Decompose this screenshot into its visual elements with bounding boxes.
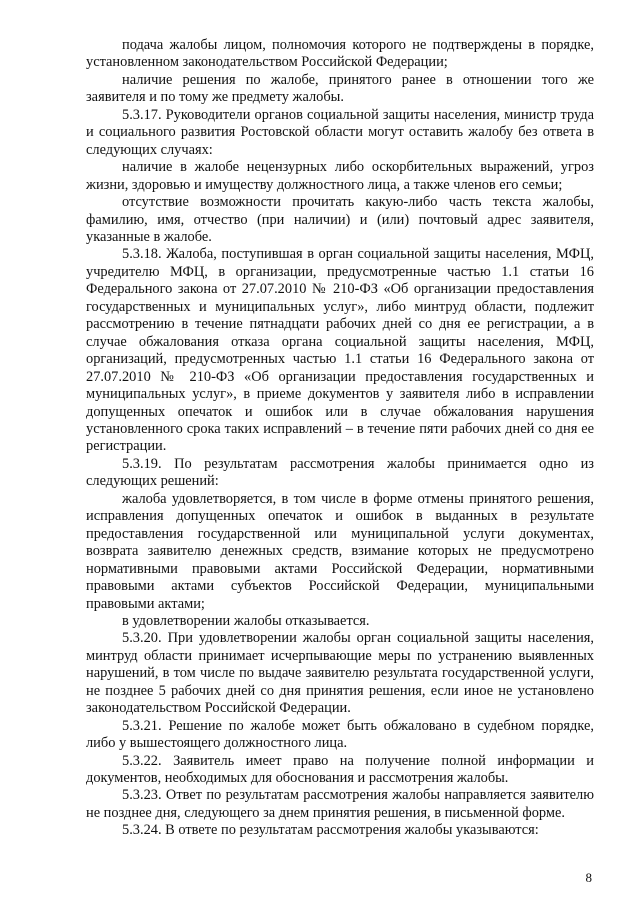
paragraph: 5.3.22. Заявитель имеет право на получение полной информации и документов, необходимых для обоснования и рассмотрения жалобы. bbox=[86, 752, 594, 787]
paragraph: 5.3.23. Ответ по результатам рассмотрения жалобы направляется заявителю не позднее дня, следующего за днем принятия решения, в письменной форме. bbox=[86, 787, 594, 821]
paragraph: 5.3.19. По результатам рассмотрения жалобы принимается одно из следующих решений: bbox=[86, 455, 594, 490]
paragraph: наличие решения по жалобе, принятого ранее в отношении того же заявителя и по тому же предмету жалобы. bbox=[86, 71, 594, 106]
document-body bbox=[86, 37, 594, 840]
paragraph: отсутствие возможности прочитать какую-либо часть текста жалобы, фамилию, имя, отчество (при наличии) и (или) почтовый адрес заявителя, указанные в жалобе. bbox=[86, 194, 594, 245]
paragraph: 5.3.20. При удовлетворении жалобы орган социальной защиты населения, минтруд области принимает исчерпывающие меры по устранению выявленных нарушений, в том числе по выдаче заявителю результата государственной услуги, не позднее 5 рабочих дней со дня принятия решения, если иное не установлено законодательством Российской Федерации. bbox=[86, 630, 594, 717]
paragraph: подача жалобы лицом, полномочия которого не подтверждены в порядке, установленном законодательством Российской Федерации; bbox=[86, 37, 594, 71]
paragraph: жалоба удовлетворяется, в том числе в форме отмены принятого решения, исправления допущенных опечаток и ошибок в выданных в результате предоставления государственной или муниципальной услуги документах, возврата заявителю денежных средств, взимание которых не предусмотрено нормативными правовыми актами Российской Федерации, нормативными правовыми актами субъектов Российской Федерации, муниципальными правовыми актами; bbox=[86, 490, 594, 612]
paragraph: в удовлетворении жалобы отказывается. bbox=[122, 612, 370, 629]
paragraph: наличие в жалобе нецензурных либо оскорбительных выражений, угроз жизни, здоровью и имуществу должностного лица, а также членов его семьи; bbox=[86, 159, 594, 193]
paragraph: 5.3.24. В ответе по результатам рассмотрения жалобы указываются: bbox=[122, 822, 539, 839]
page-number: 8 bbox=[585, 870, 592, 885]
paragraph: 5.3.18. Жалоба, поступившая в орган социальной защиты населения, МФЦ, учредителю МФЦ, в организации, предусмотренные частью 1.1 статьи 16 Федерального закона от 27.07.2010 № 210-ФЗ «Об организации предоставления государственных и муниципальных услуг», либо минтруд области, подлежит рассмотрению в течение пятнадцати рабочих дней со дня ее регистрации, а в случае обжалования отказа органа социальной защиты населения, МФЦ, организаций, предусмотренных частью 1.1 статьи 16 Федерального закона от 27.07.2010 № 210-ФЗ «Об организации предоставления государственных и муниципальных услуг», в приеме документов у заявителя либо в исправлении допущенных опечаток и ошибок или в случае обжалования нарушения установленного срока таких исправлений – в течение пяти рабочих дней со дня ее регистрации. bbox=[86, 246, 594, 455]
paragraph: 5.3.17. Руководители органов социальной защиты населения, министр труда и социального развития Ростовской области могут оставить жалобу без ответа в следующих случаях: bbox=[86, 106, 594, 158]
paragraph: 5.3.21. Решение по жалобе может быть обжаловано в судебном порядке, либо у вышестоящего должностного лица. bbox=[86, 717, 594, 752]
